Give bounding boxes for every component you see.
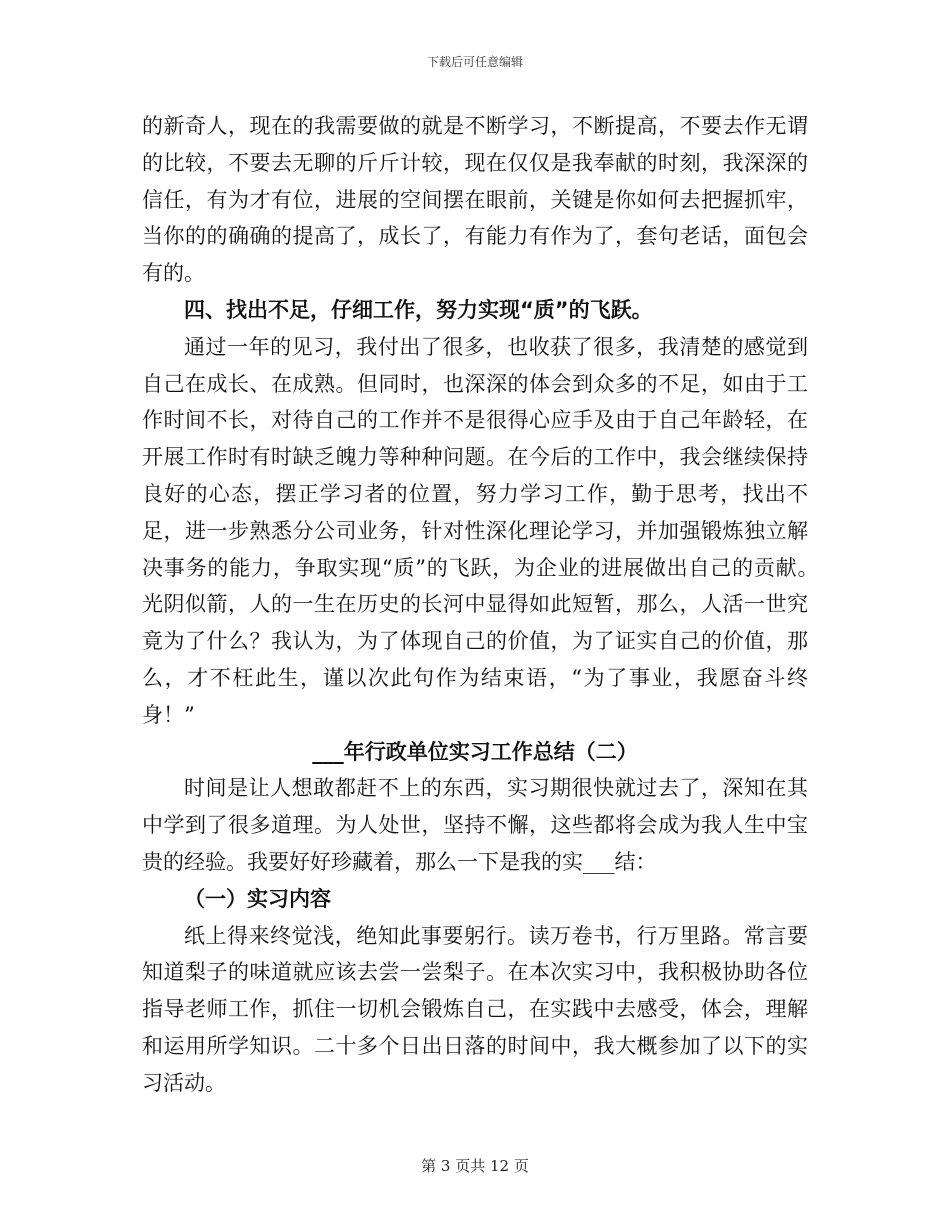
section-heading-content: （一）实习内容 — [184, 886, 331, 911]
document-body — [142, 108, 829, 1102]
section-heading-four: 四、找出不足，仔细工作，努力实现“质”的飞跃。 — [184, 297, 653, 322]
paragraph-content: 纸上得来终觉浅，绝知此事要躬行。读万卷书，行万里路。常言要知道梨子的味道就应该去尝一尝梨子。在本次实习中，我积极协助各位指导老师工作，抓住一切机会锻炼自己，在实践中去感受，体会，理解和运用所学知识。二十多个日出日落的时间中，我大概参加了以下的实习活动。 — [142, 923, 808, 1095]
paragraph-reflection: 通过一年的见习，我付出了很多，也收获了很多，我清楚的感觉到自己在成长、在成熟。但同时，也深深的体会到众多的不足，如由于工作时间不长，对待自己的工作并不是很得心应手及由于自己年龄轻，在开展工作时有时缺乏魄力等种种问题。在今后的工作中，我会继续保持良好的心态，摆正学习者的位置，努力学习工作，勤于思考，找出不足，进一步熟悉分公司业务，针对性深化理论学习，并加强锻炼独立解决事务的能力，争取实现“质”的飞跃，为企业的进展做出自己的贡献。 光阴似箭，人的一生在历史的长河中显得如此短暂，那么，人活一世究竟为了什么？我认为，为了体现自己的价值，为了证实自己的价值，那么，才不枉此生，谨以次此句作为结束语，“为了事业，我愿奋斗终身！” — [142, 334, 829, 727]
paragraph-continuation: 的新奇人，现在的我需要做的就是不断学习，不断提高，不要去作无谓的比较，不要去无聊的斤斤计较，现在仅仅是我奉献的时刻，我深深的信任，有为才有位，进展的空间摆在眼前，关键是你如何去把握抓牢，当你的的确确的提高了，成长了，有能力有作为了，套句老话，面包会有的。 — [142, 114, 808, 286]
paragraph-intro: 时间是让人想敢都赶不上的东西，实习期很快就过去了，深知在其中学到了很多道理。为人处世，坚持不懈，这些都将会成为我人生中宝贵的经验。我要好好珍藏着，那么一下是我的实___结： — [142, 776, 808, 874]
document-title: ___年行政单位实习工作总结（二） — [312, 739, 638, 764]
page-footer: 第 3 页共 12 页 — [421, 1157, 529, 1175]
page-header: 下载后可任意编辑 — [426, 55, 523, 69]
